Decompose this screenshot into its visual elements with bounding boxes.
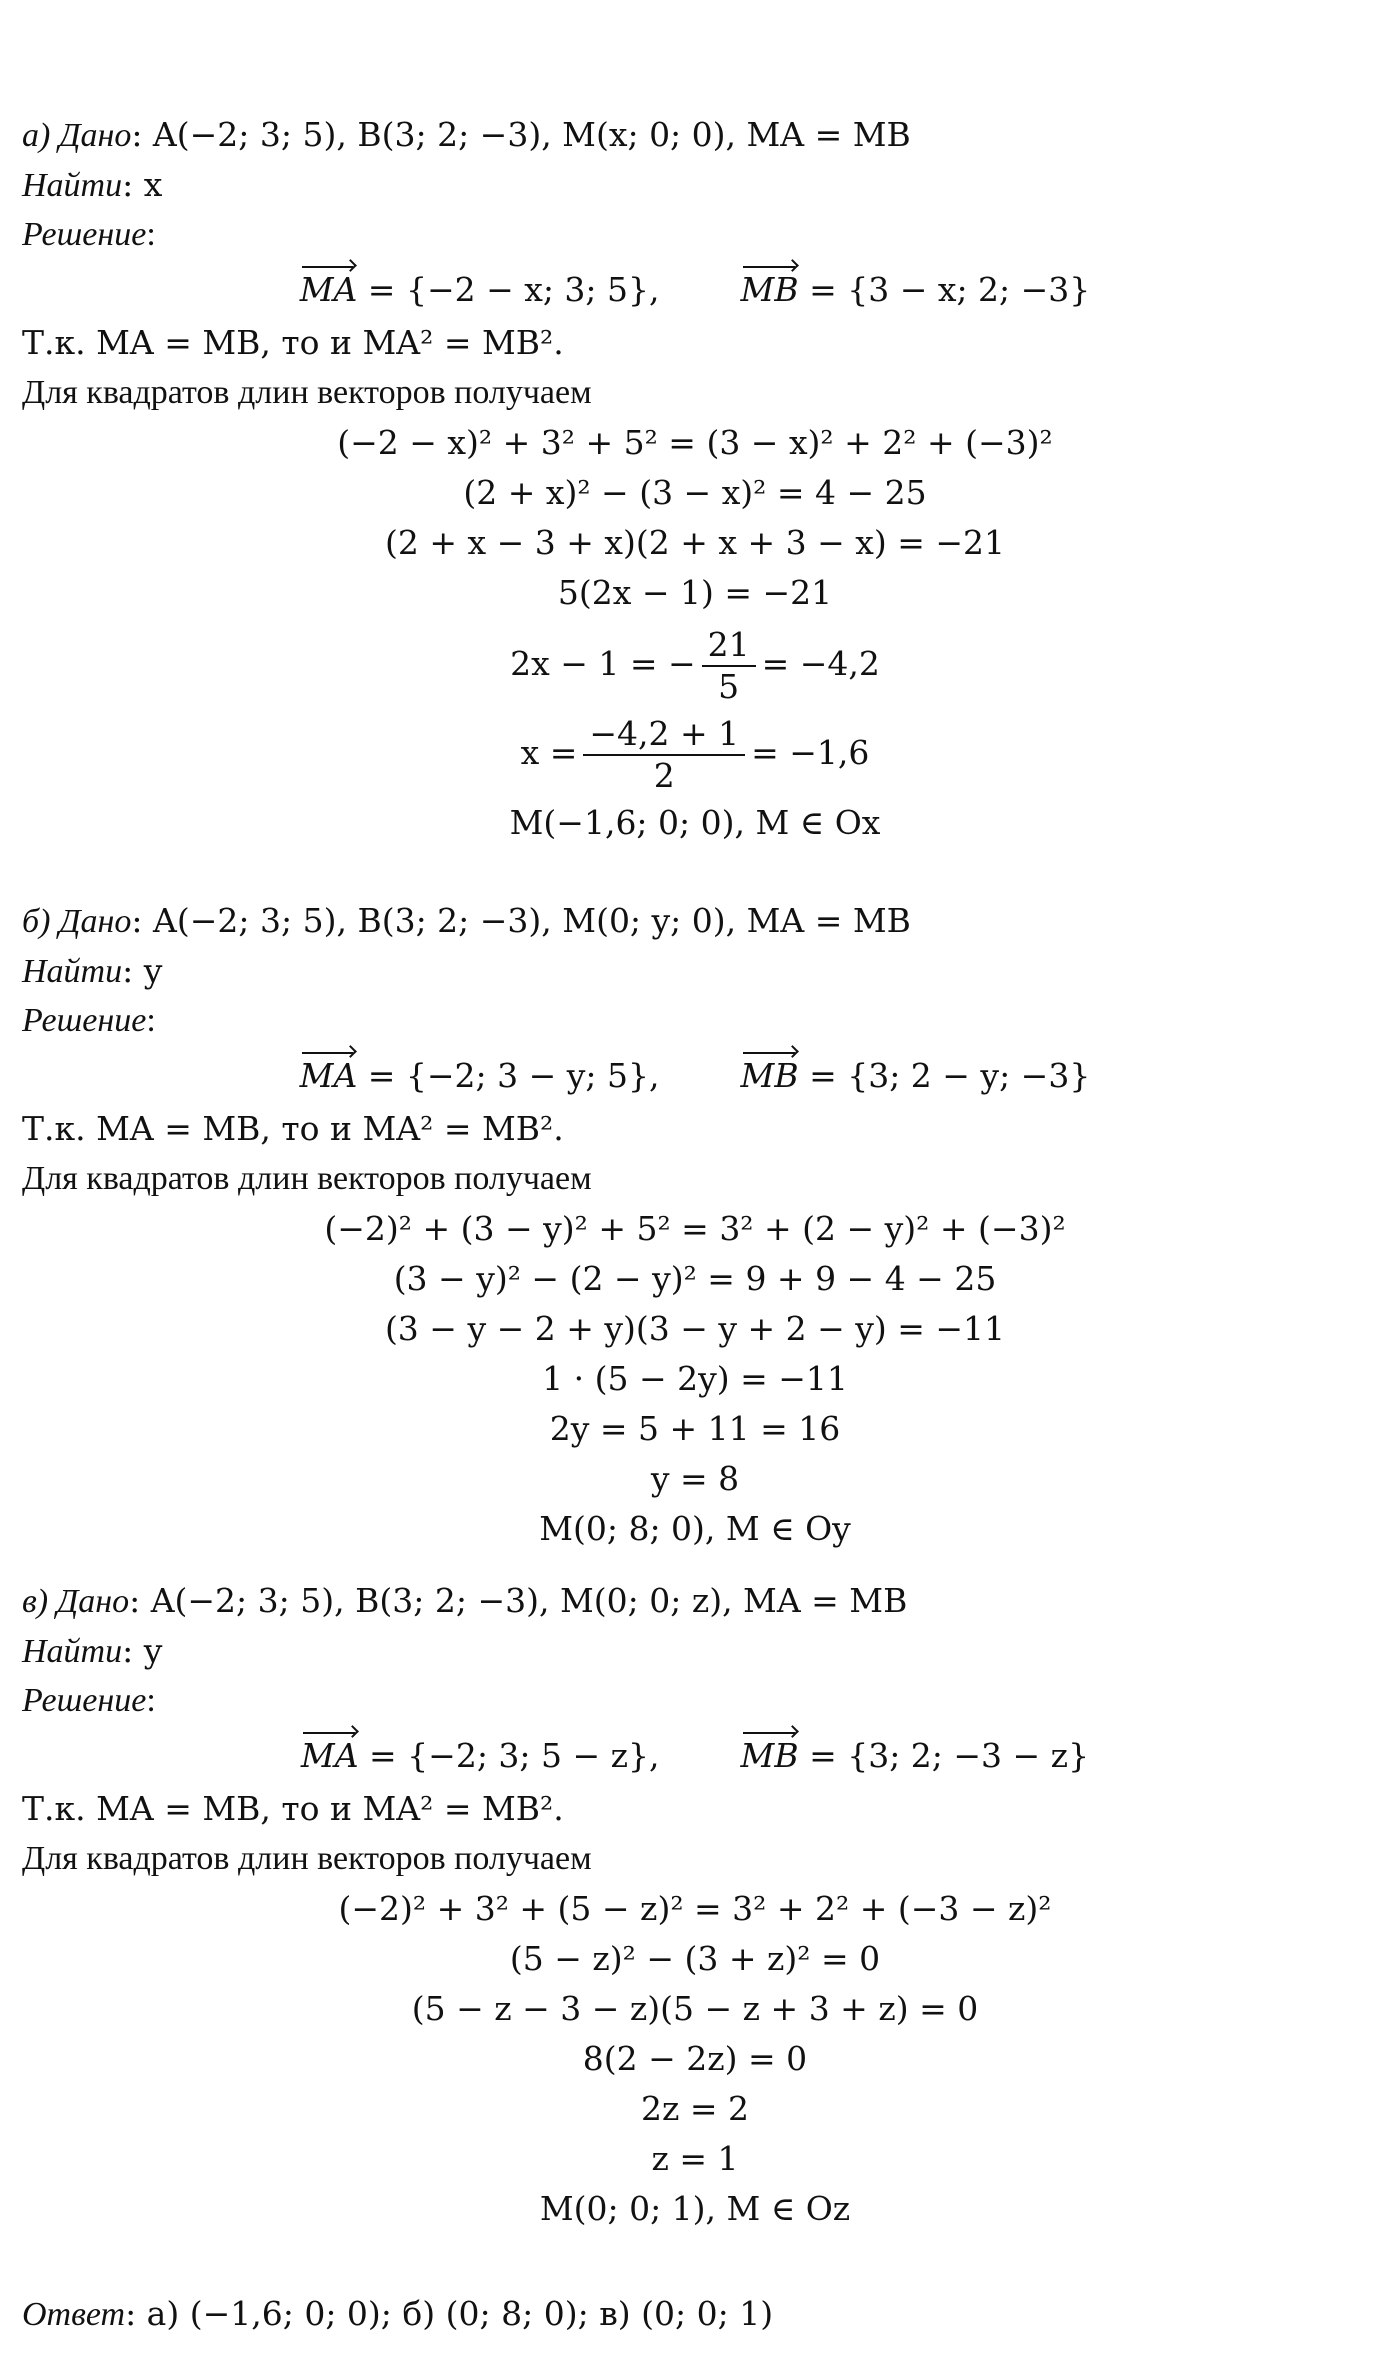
vector-mb: MB [740,1736,799,1775]
part-c-result: M(0; 0; 1), M ∈ Oz [539,2189,851,2228]
part-a-equation-5 [0,625,1390,707]
eq5-right: = −4,2 [761,644,880,683]
eq6-right: = −1,6 [751,733,870,772]
find-text: : y [122,1631,163,1670]
fraction-21-5 [702,625,756,707]
vector-ma: MA [299,270,358,309]
part-b-equation-3: (3 − y − 2 + y)(3 − y + 2 − y) = −11 [384,1309,1006,1348]
given-label: а) Дано [22,117,132,154]
part-b-vectors [0,1056,1390,1096]
part-a-intro: Для квадратов длин векторов получаем [22,374,592,411]
part-a-result: M(−1,6; 0; 0), M ∈ Ox [509,803,881,842]
vector-mb-value: = {3; 2 − y; −3} [798,1056,1091,1095]
answer-label: Ответ [22,2296,126,2333]
vector-mb-value: = {3 − x; 2; −3} [798,270,1091,309]
vector-mb: MB [740,1056,799,1095]
answer-line [22,2294,773,2335]
solution-label: Решение [22,1002,147,1039]
answer-text: : а) (−1,6; 0; 0); б) (0; 8; 0); в) (0; 0; 1) [125,2294,774,2333]
solution-label: Решение [22,216,147,253]
part-a-tk-line: Т.к. MA = MB, то и MA² = MB². [22,323,564,362]
fraction-denominator: 5 [718,667,740,706]
part-a-equation-2: (2 + x)² − (3 − x)² = 4 − 25 [463,473,927,512]
part-c-equation-4: 8(2 − 2z) = 0 [582,2039,808,2078]
part-c-equation-5: 2z = 2 [640,2089,749,2128]
find-label: Найти [22,1633,123,1670]
part-b-tk-line: Т.к. MA = MB, то и MA² = MB². [22,1109,564,1148]
given-label: в) Дано [22,1583,130,1620]
part-b-equation-1: (−2)² + (3 − y)² + 5² = 3² + (2 − y)² + (−3)² [324,1209,1066,1248]
part-c-equation-1: (−2)² + 3² + (5 − z)² = 3² + 2² + (−3 − z)² [338,1889,1052,1928]
part-c-given [22,1581,907,1622]
part-a-equation-6 [0,714,1390,796]
part-c-find [22,1631,162,1672]
find-label: Найти [22,167,123,204]
find-text: : x [122,165,163,204]
part-b-given [22,901,911,942]
given-text: : A(−2; 3; 5), B(3; 2; −3), M(x; 0; 0), MA = MB [131,115,911,154]
vector-ma: MA [299,1056,358,1095]
fraction-denominator: 2 [653,756,675,795]
fraction-numerator: −4,2 + 1 [583,714,745,756]
find-text: : y [122,951,163,990]
part-b-equation-4: 1 · (5 − 2y) = −11 [542,1359,848,1398]
fraction-numerator: 21 [702,625,756,667]
vector-ma: MA [300,1736,359,1775]
vector-ma-value: = {−2; 3 − y; 5}, [357,1056,660,1095]
part-a-equation-3: (2 + x − 3 + x)(2 + x + 3 − x) = −21 [385,523,1005,562]
part-c-equation-2: (5 − z)² − (3 + z)² = 0 [509,1939,881,1978]
part-b-equation-5: 2y = 5 + 11 = 16 [549,1409,841,1448]
part-c-tk-line: Т.к. MA = MB, то и MA² = MB². [22,1789,564,1828]
fraction-x [583,714,745,796]
given-text: : A(−2; 3; 5), B(3; 2; −3), M(0; 0; z), MA = MB [129,1581,908,1620]
given-text: : A(−2; 3; 5), B(3; 2; −3), M(0; y; 0), MA = MB [131,901,911,940]
part-a-vectors [0,270,1390,310]
part-c-solution-label: Решение: [22,1682,156,1719]
part-b-equation-2: (3 − y)² − (2 − y)² = 9 + 9 − 4 − 25 [393,1259,997,1298]
part-c-equation-6: z = 1 [651,2139,739,2178]
part-b-equation-6: y = 8 [650,1459,740,1498]
part-a-equation-4: 5(2x − 1) = −21 [557,573,833,612]
part-c-intro: Для квадратов длин векторов получаем [22,1840,592,1877]
eq6-left: x = [520,733,578,772]
given-label: б) Дано [22,903,132,940]
part-a-solution-label: Решение: [22,216,156,253]
vector-mb-value: = {3; 2; −3 − z} [798,1736,1090,1775]
part-a-find [22,165,162,206]
part-c-equation-3: (5 − z − 3 − z)(5 − z + 3 + z) = 0 [411,1989,979,2028]
find-label: Найти [22,953,123,990]
part-a-given [22,115,911,156]
solution-label: Решение [22,1682,147,1719]
vector-mb: MB [740,270,799,309]
eq5-left: 2x − 1 = − [510,644,696,683]
part-b-solution-label: Решение: [22,1002,156,1039]
part-a-equation-1: (−2 − x)² + 3² + 5² = (3 − x)² + 2² + (−3)² [337,423,1053,462]
part-b-result: M(0; 8; 0), M ∈ Oy [539,1509,851,1548]
part-c-vectors [0,1736,1390,1776]
vector-ma-value: = {−2 − x; 3; 5}, [357,270,660,309]
vector-ma-value: = {−2; 3; 5 − z}, [358,1736,660,1775]
part-b-find [22,951,162,992]
part-b-intro: Для квадратов длин векторов получаем [22,1160,592,1197]
